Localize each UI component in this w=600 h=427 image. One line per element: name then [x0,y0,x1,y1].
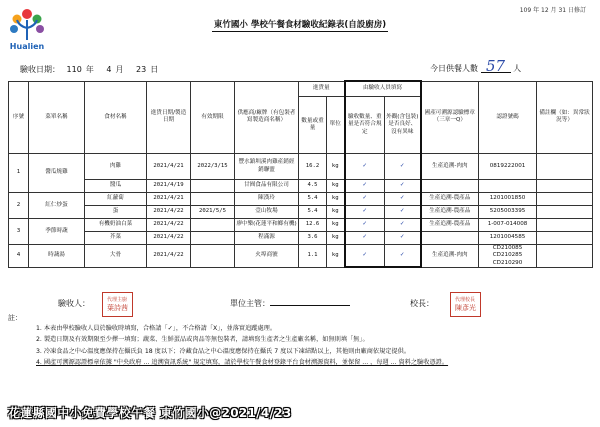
check-quantity-cell: ✓ [345,193,385,206]
unit-cell: kg [327,219,345,232]
unit-cell: kg [327,180,345,193]
cert-cell: 1201001850 [479,193,537,206]
qty-cell: 1.1 [299,245,327,268]
origin-cell: 生產追溯-農產品 [421,193,479,206]
ingredient-cell: 蛋 [85,206,147,219]
supplier-cell: 程滿源 [235,232,299,245]
page-title: 東竹國小 學校午餐食材驗收紀錄表(自設廚房) [213,20,387,30]
remark-cell [537,206,593,219]
remark-cell [537,193,593,206]
ingredient-cell: 有機奶油白菜 [85,219,147,232]
check-appearance-cell: ✓ [385,206,421,219]
ingredient-cell: 肉雞 [85,154,147,180]
supplier-cell: 豐水鎮圳溪肉雞產銷經銷聯盟 [235,154,299,180]
remark-cell [537,180,593,193]
logo-text: Hualien [9,42,45,51]
qty-cell: 3.6 [299,232,327,245]
unit-cell: kg [327,232,345,245]
note-item: 2. 製造日期及有效期限至少擇一填寫；蔬菜、生鮮蛋品或肉品等無包裝者，請填寫生產者之生產廠名稱，如無則填「無」。 [36,336,369,344]
qty-cell: 4.5 [299,180,327,193]
check-quantity-cell: ✓ [345,154,385,180]
header-dish: 菜單名稱 [29,81,85,154]
header-receiver-box: 由驗收人員填寫 [345,81,421,97]
remark-cell [537,219,593,232]
entry-date-cell: 2021/4/21 [147,154,191,180]
check-appearance-cell: ✓ [385,180,421,193]
table-row [9,180,593,193]
expiry-cell [191,219,235,232]
seq-cell: 2 [9,193,29,219]
note-item: 3. 冷凍食品之中心溫度應保持在攝氏負 18 度以下；冷藏食品之中心溫度應保持在攝氏 7 度以下凍結點以上，其他則由廠商依規定提供。 [36,347,411,355]
dish-cell: 時蔬湯 [29,245,85,268]
qty-cell: 16.2 [299,154,327,180]
notes-heading: 註： [8,314,22,322]
expiry-cell [191,193,235,206]
revision-date: 109 年 12 月 31 日修訂 [519,7,586,14]
check-appearance-cell: ✓ [385,219,421,232]
check-appearance-cell: ✓ [385,193,421,206]
cert-cell: 0819222001 [479,154,537,180]
table-row [9,154,593,180]
dish-cell: 紅仁炒蛋 [29,193,85,219]
inspection-table [8,80,593,268]
origin-cell: 生產追溯-農產品 [421,219,479,232]
check-appearance-cell: ✓ [385,154,421,180]
header-seq: 序號 [9,81,29,154]
table-row [9,245,593,268]
table-row [9,219,593,232]
dish-cell: 醬瓜燒雞 [29,154,85,193]
unit-cell: kg [327,154,345,180]
entry-date-cell: 2021/4/21 [147,193,191,206]
receiver-signature: 驗收人： [58,299,90,308]
cert-cell: CD210085 CD210285 CD210290 [479,245,537,268]
expiry-cell [191,232,235,245]
expiry-cell: 2021/5/5 [191,206,235,219]
remark-cell [537,154,593,180]
cert-cell: 1201004585 [479,232,537,245]
header-check-appearance: 外觀(含包裝)是否良好、沒有異味 [385,97,421,154]
unit-cell: kg [327,206,345,219]
ingredient-cell: 芥菜 [85,232,147,245]
dish-cell: 季節時蔬 [29,219,85,245]
header-supplier: 供應商/廠牌（有包裝者寫製造商名稱） [235,81,299,154]
qty-cell: 5.4 [299,206,327,219]
check-quantity-cell: ✓ [345,206,385,219]
header-ingredient: 食材名稱 [85,81,147,154]
origin-cell [421,232,479,245]
entry-date-cell: 2021/4/22 [147,206,191,219]
origin-cell: 生產追溯-肉肉 [421,245,479,268]
cert-cell: 1-007-014008 [479,219,537,232]
expiry-cell: 2022/3/15 [191,154,235,180]
header-expiry: 有效期限 [191,81,235,154]
entry-date-cell: 2021/4/19 [147,180,191,193]
unit-cell: kg [327,193,345,206]
header-unit: 單位 [327,97,345,154]
table-row [9,232,593,245]
meal-count-value: 57 [481,60,511,73]
unit-head-signature: 單位主管： [230,298,350,309]
header-incoming: 進貨量 [299,81,345,97]
entry-date-cell: 2021/4/22 [147,245,191,268]
supplier-cell: 廖中樂(花蓮平和鄉有機) [235,219,299,232]
cert-cell [479,180,537,193]
check-quantity-cell: ✓ [345,219,385,232]
header-entry-date: 進貨日期/製造日期 [147,81,191,154]
table-row [9,193,593,206]
principal-stamp: 代理校長 陳彥光 [450,292,481,317]
entry-date-cell: 2021/4/22 [147,232,191,245]
check-quantity-cell: ✓ [345,232,385,245]
ingredient-cell: 紅蘿蔔 [85,193,147,206]
supplier-cell: 壹山牧場 [235,206,299,219]
cert-cell: 5205003395 [479,206,537,219]
remark-cell [537,232,593,245]
note-item: 4. 國產可溯源認證標章依據 "中央政府 ... 追溯資訊系統" 規定填寫，請於學校午餐食材登錄平台食材溯源資料，並保留 ... ，每週 ... 資料之驗收憑證。 [36,358,449,366]
seq-cell: 1 [9,154,29,193]
note-item: 1. 本表由學校驗收人員於驗收時填寫，合格請「✓」，不合格請「X」，並落實追蹤處理。 [36,325,277,332]
supplier-cell: 甘囿食品有限公司 [235,180,299,193]
expiry-cell [191,180,235,193]
check-quantity-cell: ✓ [345,245,385,268]
ingredient-cell: 大骨 [85,245,147,268]
inspection-date: 驗收日期： 110 年 4 月 23 日 [20,65,159,74]
photo-caption: 花蓮縣國中小免費學校午餐 東竹國小@2021/4/23 [8,406,292,420]
check-quantity-cell: ✓ [345,180,385,193]
unit-cell: kg [327,245,345,268]
seq-cell: 4 [9,245,29,268]
header-check-quantity: 驗收數量、重量是否符合規定 [345,97,385,154]
meal-count: 今日供餐人數 57 人 [430,57,522,75]
ingredient-cell: 醬瓜 [85,180,147,193]
table-row [9,206,593,219]
seq-cell: 3 [9,219,29,245]
remark-cell [537,245,593,268]
notes-section [8,314,596,368]
origin-cell [421,180,479,193]
origin-cell: 生產追溯-肉肉 [421,154,479,180]
entry-date-cell: 2021/4/22 [147,219,191,232]
qty-cell: 5.4 [299,193,327,206]
qty-cell: 12.6 [299,219,327,232]
origin-cell: 生產追溯-農產品 [421,206,479,219]
principal-signature: 校長： [410,299,434,308]
check-appearance-cell: ✓ [385,232,421,245]
check-appearance-cell: ✓ [385,245,421,268]
header-cert: 認證號碼 [479,81,537,154]
supplier-cell: 陳漢玲 [235,193,299,206]
header-origin: 國產可溯源認驗標章（三章一Q） [421,81,479,154]
receiver-stamp: 代理主廚 葉詩茜 [102,292,133,317]
expiry-cell [191,245,235,268]
supplier-cell: 火埠商號 [235,245,299,268]
header-remarks: 備註欄（如：異常狀況等） [537,81,593,154]
header-qty: 數量或重量 [299,97,327,154]
